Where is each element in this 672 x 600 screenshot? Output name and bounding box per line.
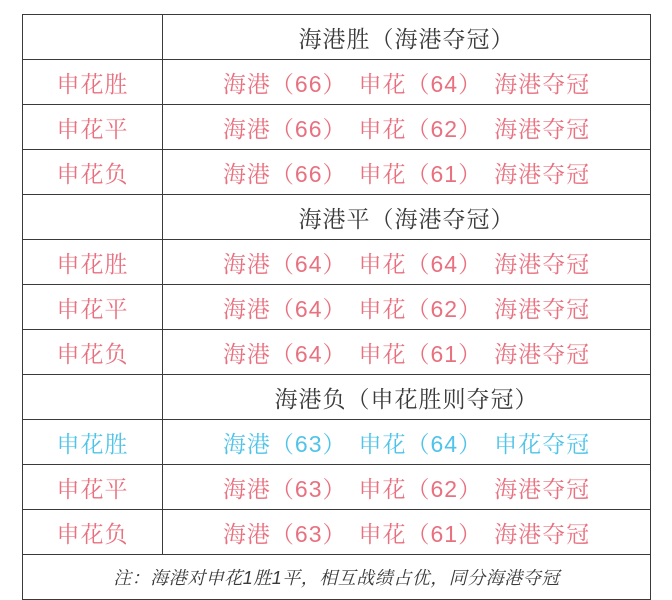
champion-outcome: 海港夺冠 (494, 250, 591, 277)
scenario-label: 申花负 (23, 330, 163, 375)
team-b-points: 申花（64） (358, 250, 483, 277)
scenario-detail (163, 240, 651, 285)
scenario-detail (163, 510, 651, 555)
table-row (23, 465, 651, 510)
scenario-label: 申花平 (23, 105, 163, 150)
standings-scenario-table (22, 14, 651, 600)
team-a-points: 海港（63） (222, 430, 347, 457)
scenario-detail (163, 105, 651, 150)
team-b-points: 申花（64） (358, 430, 483, 457)
champion-outcome: 申花夺冠 (494, 430, 591, 457)
champion-outcome: 海港夺冠 (494, 295, 591, 322)
table-row (23, 285, 651, 330)
scenario-detail (163, 330, 651, 375)
team-a-points: 海港（64） (222, 295, 347, 322)
team-a-points: 海港（66） (222, 160, 347, 187)
team-a-points: 海港（64） (222, 250, 347, 277)
spacer-cell (23, 195, 163, 240)
table-row (23, 240, 651, 285)
section-header-row (23, 195, 651, 240)
scenario-detail (163, 150, 651, 195)
table-note: 注：海港对申花1胜1平，相互战绩占优，同分海港夺冠 (23, 555, 651, 600)
scenario-detail (163, 420, 651, 465)
section-header-row (23, 375, 651, 420)
team-b-points: 申花（61） (358, 160, 483, 187)
champion-outcome: 海港夺冠 (494, 520, 591, 547)
team-a-points: 海港（64） (222, 340, 347, 367)
scenario-label: 申花负 (23, 150, 163, 195)
team-b-points: 申花（64） (358, 70, 483, 97)
champion-outcome: 海港夺冠 (494, 475, 591, 502)
scenario-label: 申花胜 (23, 420, 163, 465)
team-b-points: 申花（62） (358, 115, 483, 142)
team-b-points: 申花（61） (358, 340, 483, 367)
champion-outcome: 海港夺冠 (494, 340, 591, 367)
table-row (23, 105, 651, 150)
scenario-label: 申花平 (23, 285, 163, 330)
table-body (23, 15, 651, 600)
table-row (23, 510, 651, 555)
table-row (23, 60, 651, 105)
scenario-label: 申花负 (23, 510, 163, 555)
spacer-cell (23, 375, 163, 420)
team-b-points: 申花（61） (358, 520, 483, 547)
champion-outcome: 海港夺冠 (494, 70, 591, 97)
table-row (23, 150, 651, 195)
scenario-detail (163, 60, 651, 105)
section-header-row (23, 15, 651, 60)
scenario-label: 申花平 (23, 465, 163, 510)
team-a-points: 海港（63） (222, 475, 347, 502)
table-row (23, 420, 651, 465)
team-b-points: 申花（62） (358, 475, 483, 502)
table-row (23, 330, 651, 375)
scenario-detail (163, 285, 651, 330)
champion-outcome: 海港夺冠 (494, 115, 591, 142)
team-a-points: 海港（63） (222, 520, 347, 547)
section-title: 海港平（海港夺冠） (163, 195, 651, 240)
team-a-points: 海港（66） (222, 115, 347, 142)
spacer-cell (23, 15, 163, 60)
section-title: 海港胜（海港夺冠） (163, 15, 651, 60)
scenario-label: 申花胜 (23, 240, 163, 285)
champion-outcome: 海港夺冠 (494, 160, 591, 187)
section-title: 海港负（申花胜则夺冠） (163, 375, 651, 420)
team-b-points: 申花（62） (358, 295, 483, 322)
team-a-points: 海港（66） (222, 70, 347, 97)
note-row (23, 555, 651, 600)
scenario-label: 申花胜 (23, 60, 163, 105)
scenario-detail (163, 465, 651, 510)
